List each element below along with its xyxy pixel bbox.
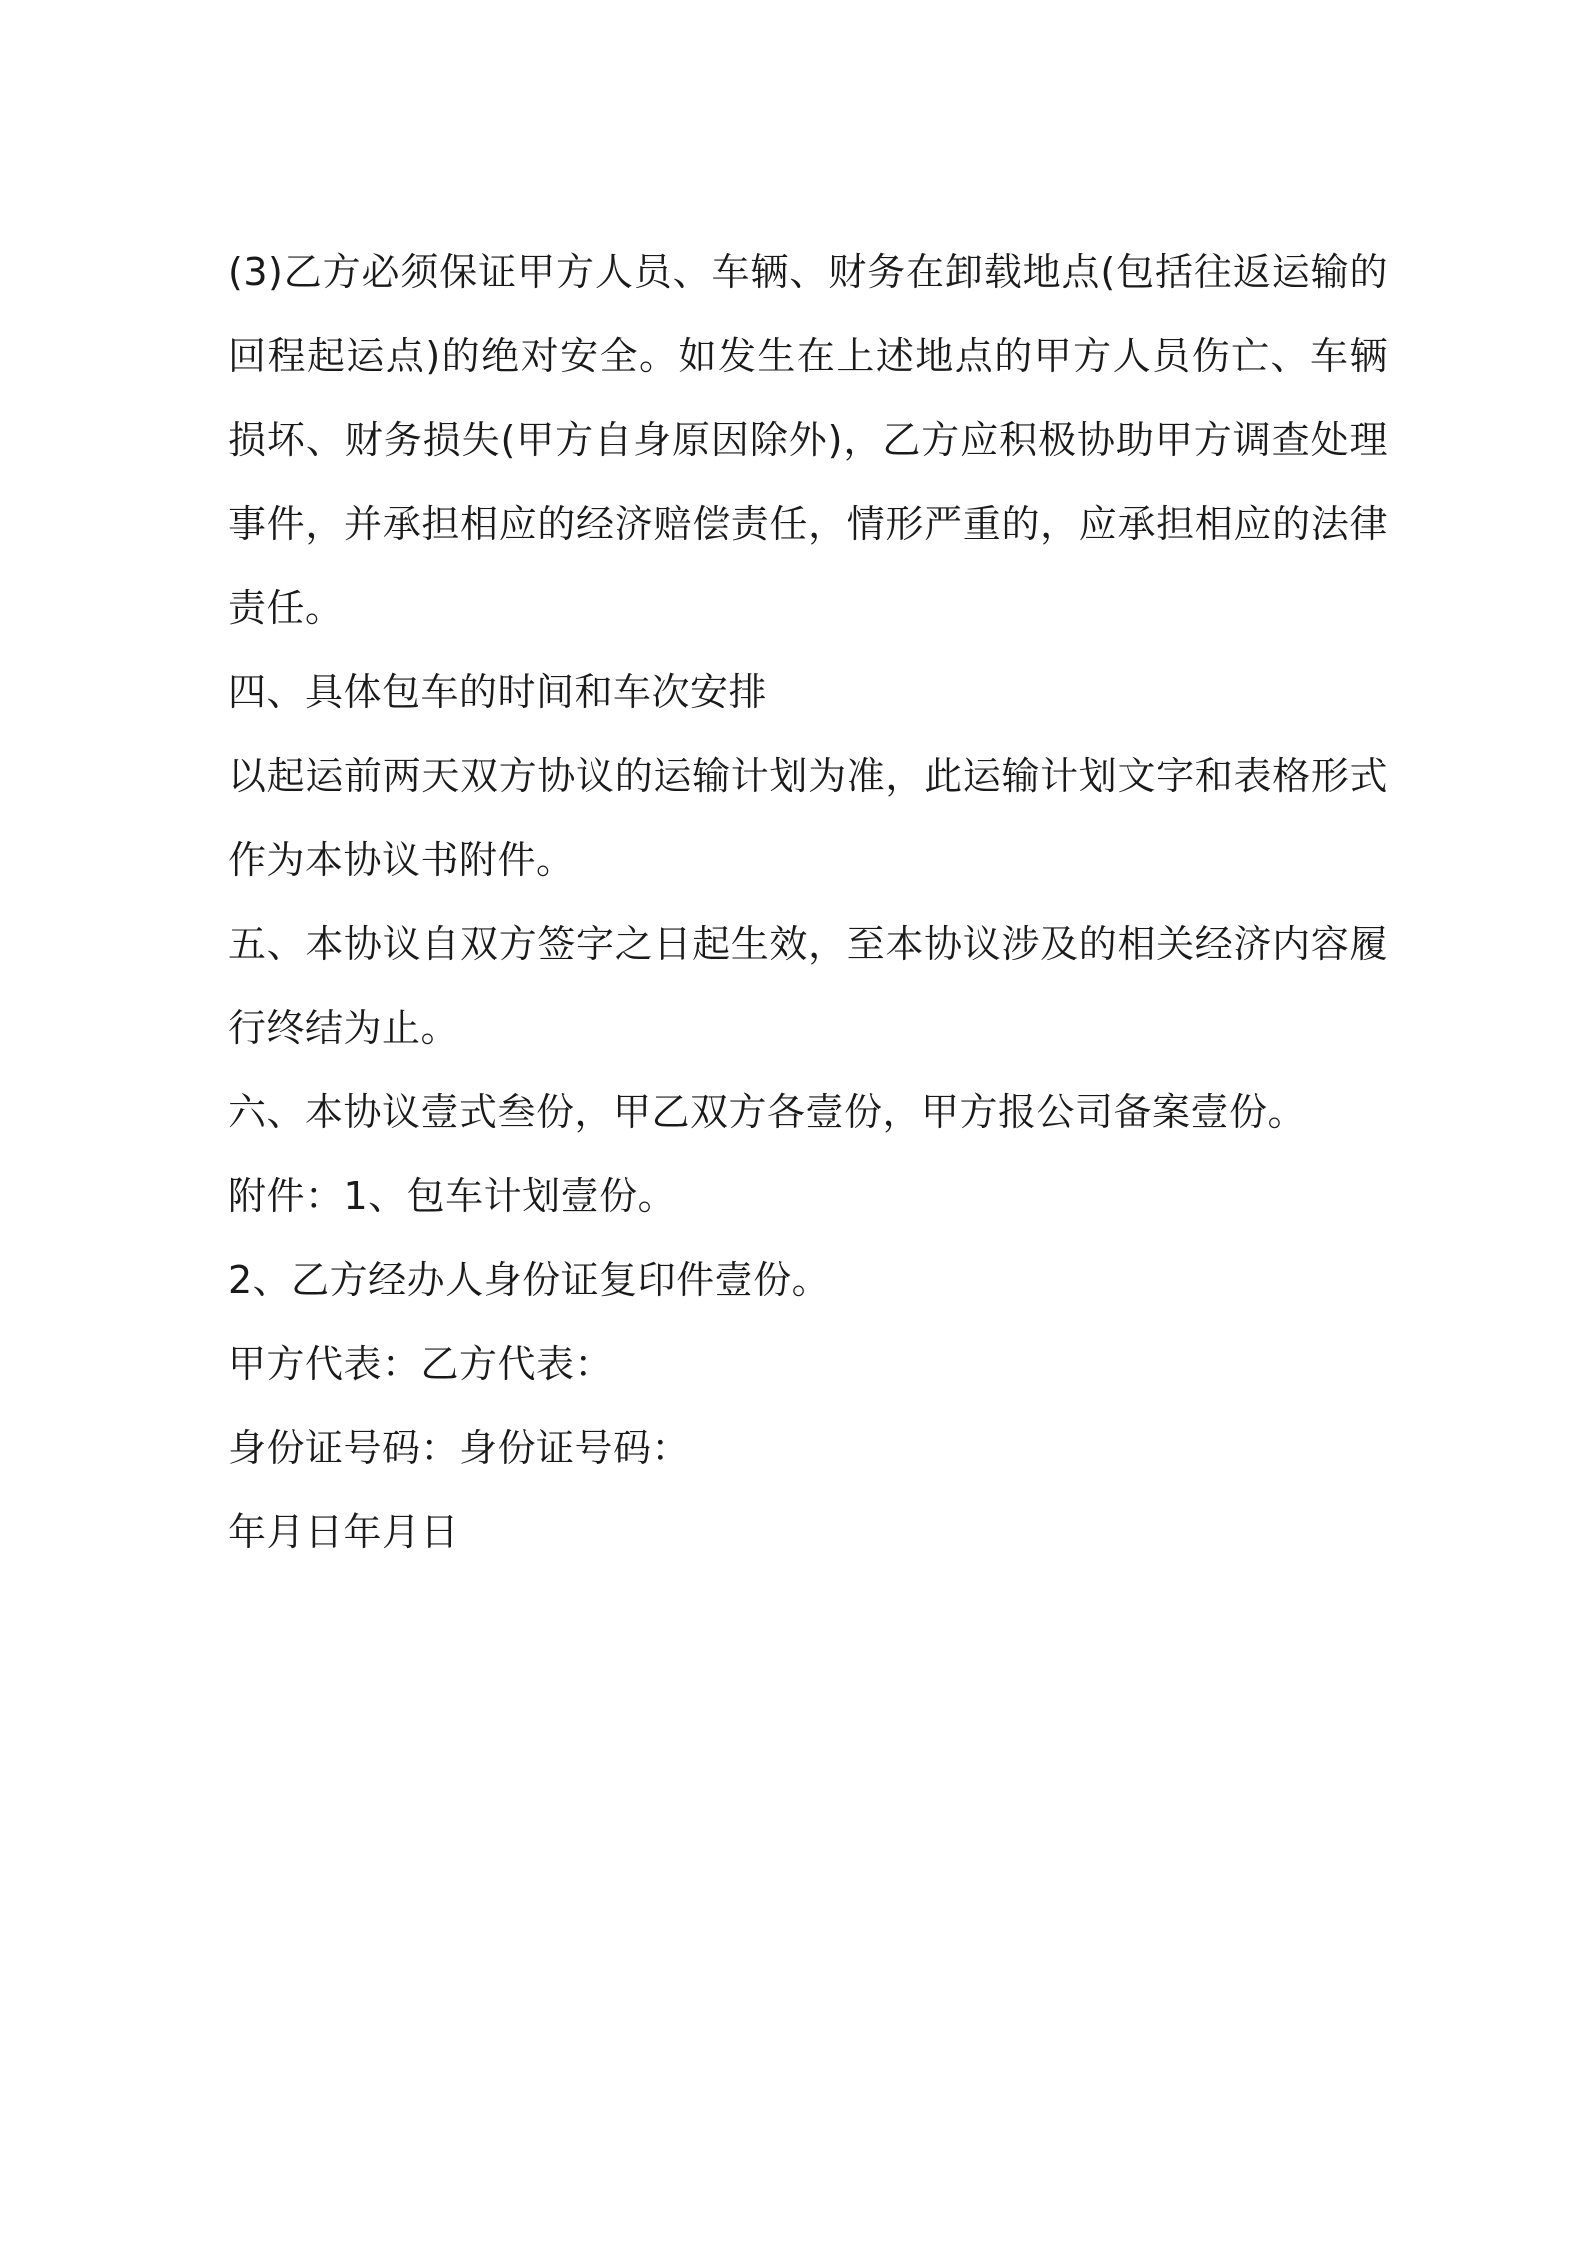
document-body <box>228 230 1388 1574</box>
section-4-heading: 四、具体包车的时间和车次安排 <box>228 670 768 714</box>
clause-3-safety-paragraph: (3)乙方必须保证甲方人员、车辆、财务在卸载地点(包括往返运输的回程起运点)的绝对安全。如发生在上述地点的甲方人员伤亡、车辆损坏、财务损失(甲方自身原因除外)，乙方应积极协助甲方调查处理事件，并承担相应的经济赔偿责任，情形严重的，应承担相应的法律责任。 <box>228 250 1388 630</box>
date-line: 年月日年月日 <box>228 1510 460 1554</box>
section-5-paragraph: 五、本协议自双方签字之日起生效，至本协议涉及的相关经济内容履行终结为止。 <box>228 922 1388 1050</box>
attachment-2-line: 2、乙方经办人身份证复印件壹份。 <box>228 1258 831 1302</box>
attachment-1-line: 附件：1、包车计划壹份。 <box>228 1174 677 1218</box>
section-6-paragraph: 六、本协议壹式叁份，甲乙双方各壹份，甲方报公司备案壹份。 <box>228 1090 1307 1134</box>
id-number-line: 身份证号码：身份证号码： <box>228 1426 691 1470</box>
section-4-body: 以起运前两天双方协议的运输计划为准，此运输计划文字和表格形式作为本协议书附件。 <box>228 754 1388 882</box>
representatives-line: 甲方代表：乙方代表： <box>228 1342 614 1386</box>
